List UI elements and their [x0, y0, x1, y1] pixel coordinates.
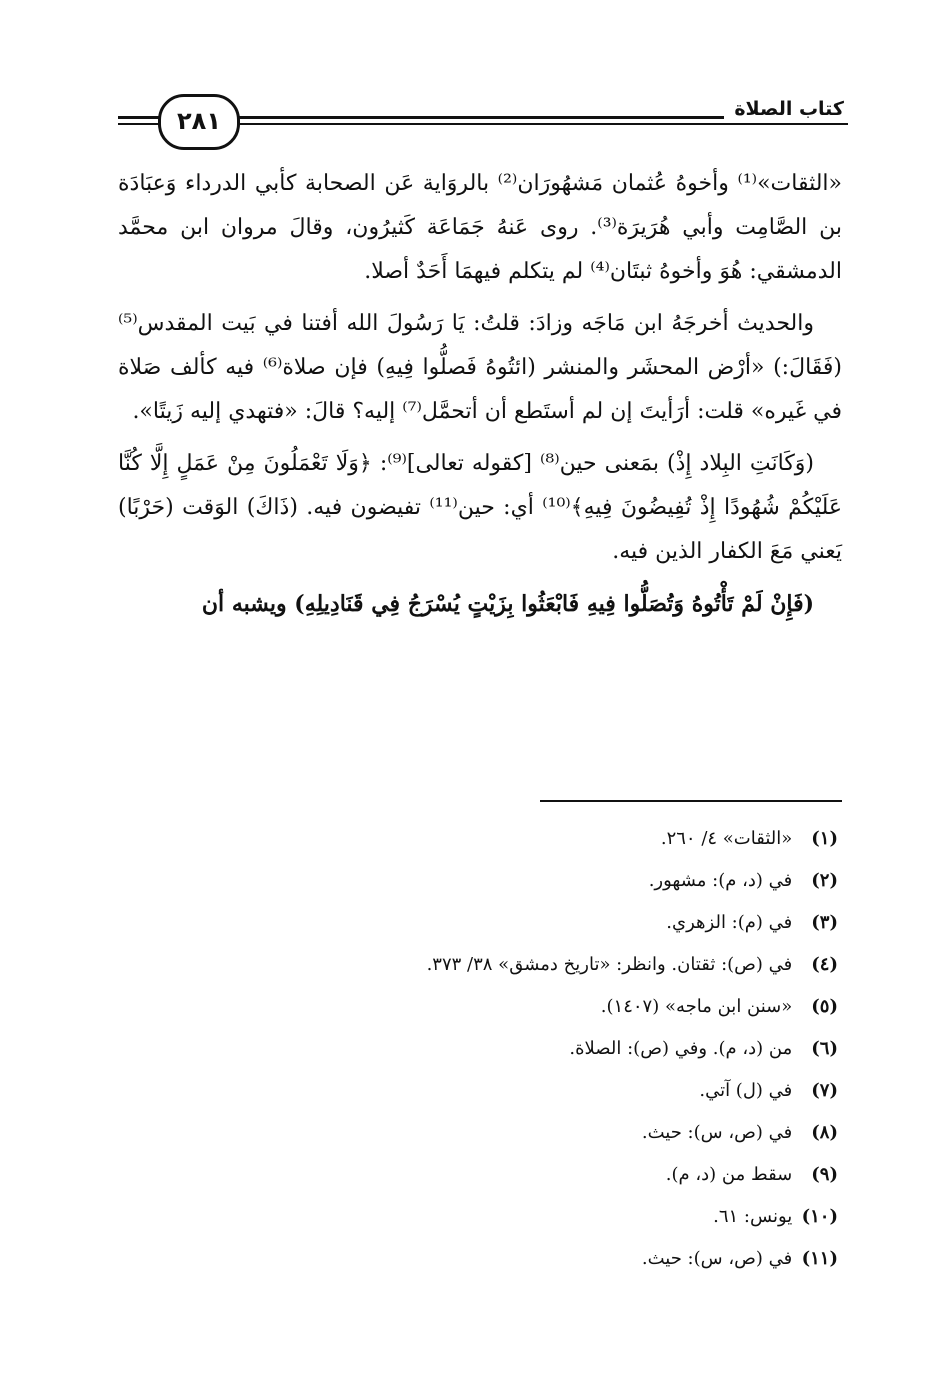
footnote-number: (٣) — [811, 912, 838, 933]
footnote-text: في (م): الزهري. — [666, 912, 793, 933]
footnote — [118, 860, 838, 902]
main-text — [118, 162, 842, 634]
footnote — [118, 1112, 838, 1154]
footnote-text: يونس: ٦١. — [713, 1206, 793, 1227]
footnote-number: (٦) — [811, 1038, 838, 1059]
paragraph: والحديث أخرجَهُ ابن مَاجَه وزادَ: قلتُ: يَا رَسُولَ الله أفتنا في بَيت المقدس⁽⁵⁾ (فَقَالَ:) «أرْض المحشَر والمنشر (ائتُوهُ فَصلُّوا فِيهِ) فإن صلاة⁽⁶⁾ فيه كألف صَلاة في غَيره» قلت: أرَأيتَ إن لم أستَطع أن أتحمَّل⁽⁷⁾ إليه؟ قالَ: «فتهدي إليه زَيتًا». — [118, 311, 842, 424]
footnote-text: في (ص، س): حيث. — [641, 1122, 793, 1143]
footnote — [118, 1070, 838, 1112]
footnote — [118, 986, 838, 1028]
paragraph: «الثقات»⁽¹⁾ وأخوهُ عُثمان مَشهُورَان⁽²⁾ بالروَاية عَن الصحابة كأبي الدرداء وَعبَادَة بن الصَّامِت وأبي هُرَيرَة⁽³⁾. روى عَنهُ جَمَاعَة كَثيرُون، وقالَ مروان ابن محمَّد الدمشقي: هُوَ وأخوهُ ثبتَان⁽⁴⁾ لم يتكلم فيهمَا أَحَدٌ أصلا. — [118, 171, 842, 284]
footnote-number: (٧) — [811, 1080, 838, 1101]
paragraph: (فَإِنْ لَمْ تَأْتُوهُ وَتُصَلُّوا فِيهِ فَابْعَثُوا بِزَيْتٍ يُسْرَجُ فِي قَنَادِيلِهِ) ويشبه أن — [201, 591, 814, 617]
footnote-number: (١٠) — [801, 1206, 838, 1227]
footnote — [118, 1154, 838, 1196]
footnote-number: (٤) — [811, 954, 838, 975]
page-header — [118, 92, 848, 152]
footnote-separator — [540, 800, 842, 802]
footnotes — [118, 818, 838, 1280]
footnote-text: في (ص): ثقتان. وانظر: «تاريخ دمشق» ٣٨/ ٣٧٣. — [426, 954, 793, 975]
footnote-number: (١١) — [801, 1248, 838, 1269]
footnote-number: (٨) — [811, 1122, 838, 1143]
footnote — [118, 944, 838, 986]
footnote — [118, 902, 838, 944]
footnote-text: «سنن ابن ماجه» (١٤٠٧). — [600, 996, 793, 1017]
footnote-text: في (ص، س): حيث. — [641, 1248, 793, 1269]
paragraph: (وَكَانَتِ البِلاد إِذْ) بمَعنى حين⁽⁸⁾ [كقوله تعالى]⁽⁹⁾: ﴿وَلَا تَعْمَلُونَ مِنْ عَمَلٍ إِلَّا كُنَّا عَلَيْكُمْ شُهُودًا إِذْ تُفِيضُونَ فِيهِ﴾⁽¹⁰⁾ أي: حين⁽¹¹⁾ تفيضون فيه. (ذَاكَ) الوَقت (حَرْبًا) يَعني مَعَ الكفار الذين فيه. — [118, 451, 842, 564]
footnote — [118, 818, 838, 860]
footnote — [118, 1028, 838, 1070]
footnote-number: (٢) — [811, 870, 838, 891]
footnote-number: (٥) — [811, 996, 838, 1017]
footnote-text: سقط من (د، م). — [665, 1164, 793, 1185]
footnote — [118, 1238, 838, 1280]
running-title: كتاب الصلاة — [724, 98, 848, 120]
footnote-text: في (د، م): مشهور. — [648, 870, 793, 891]
page-number: ٢٨١ — [158, 94, 240, 150]
footnote — [118, 1196, 838, 1238]
footnote-text: في (ل) آتي. — [699, 1080, 793, 1101]
footnote-text: «الثقات» ٤/ ٢٦٠. — [660, 828, 793, 849]
footnote-text: من (د، م). وفي (ص): الصلاة. — [569, 1038, 793, 1059]
footnote-number: (٩) — [811, 1164, 838, 1185]
footnote-number: (١) — [811, 828, 838, 849]
